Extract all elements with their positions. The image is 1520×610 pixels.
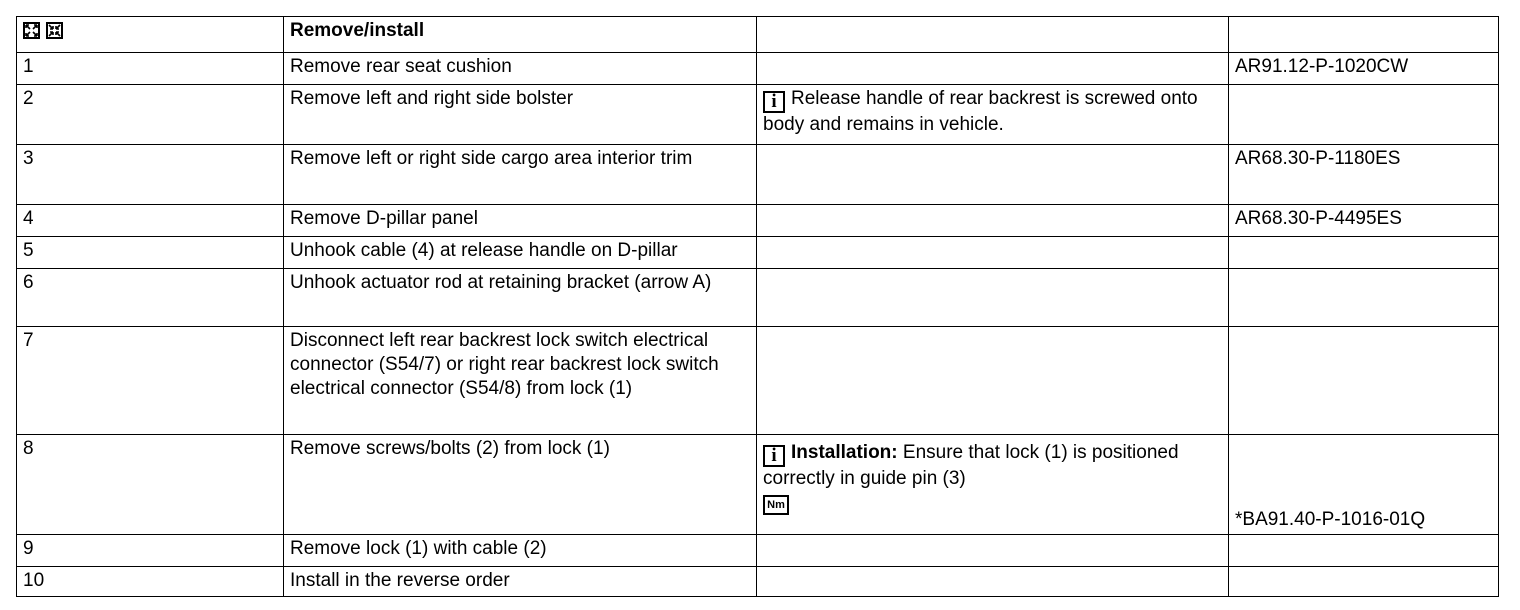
step-note [757, 237, 1229, 269]
step-number: 7 [17, 327, 284, 435]
step-reference [1229, 237, 1499, 269]
table-row [17, 269, 1499, 327]
step-reference [1229, 327, 1499, 435]
step-reference[interactable]: AR68.30-P-4495ES [1229, 205, 1499, 237]
table-row [17, 205, 1499, 237]
step-reference[interactable]: *BA91.40-P-1016-01Q [1229, 435, 1499, 535]
step-reference [1229, 269, 1499, 327]
header-icons-cell [17, 17, 284, 53]
step-note [757, 535, 1229, 567]
step-reference [1229, 567, 1499, 597]
note-text: Release handle of rear backrest is screwed onto body and remains in vehicle. [763, 88, 1198, 135]
note-text: Ensure that lock (1) is positioned correctly in guide pin (3) [763, 442, 1179, 489]
step-note [757, 85, 1229, 145]
step-note [757, 327, 1229, 435]
step-note [757, 435, 1229, 535]
table-row [17, 535, 1499, 567]
step-action: Remove left or right side cargo area interior trim [284, 145, 757, 205]
table-row [17, 237, 1499, 269]
table-row [17, 567, 1499, 597]
info-icon: i [763, 445, 785, 467]
step-note [757, 53, 1229, 85]
table-row [17, 85, 1499, 145]
step-number: 5 [17, 237, 284, 269]
info-icon: i [763, 91, 785, 113]
step-action: Install in the reverse order [284, 567, 757, 597]
table-header-row [17, 17, 1499, 53]
header-empty-note [757, 17, 1229, 53]
step-reference [1229, 85, 1499, 145]
step-number: 1 [17, 53, 284, 85]
step-action: Unhook cable (4) at release handle on D-pillar [284, 237, 757, 269]
step-reference [1229, 535, 1499, 567]
step-reference[interactable]: AR68.30-P-1180ES [1229, 145, 1499, 205]
step-note [757, 145, 1229, 205]
torque-icon[interactable]: Nm [763, 495, 789, 515]
header-title: Remove/install [284, 17, 757, 53]
step-number: 8 [17, 435, 284, 535]
note-label: Installation: [791, 442, 898, 463]
step-action: Remove screws/bolts (2) from lock (1) [284, 435, 757, 535]
step-number: 4 [17, 205, 284, 237]
step-note [757, 269, 1229, 327]
step-reference[interactable]: AR91.12-P-1020CW [1229, 53, 1499, 85]
table-row [17, 53, 1499, 85]
step-note [757, 567, 1229, 597]
step-number: 3 [17, 145, 284, 205]
step-action: Disconnect left rear backrest lock switch electrical connector (S54/7) or right rear backrest lock switch electrical connector (S54/8) from lock (1) [284, 327, 757, 435]
procedure-table [16, 16, 1499, 597]
step-action: Remove lock (1) with cable (2) [284, 535, 757, 567]
step-number: 10 [17, 567, 284, 597]
step-number: 6 [17, 269, 284, 327]
table-row [17, 145, 1499, 205]
step-number: 9 [17, 535, 284, 567]
step-number: 2 [17, 85, 284, 145]
step-action: Remove D-pillar panel [284, 205, 757, 237]
table-row [17, 435, 1499, 535]
step-action: Unhook actuator rod at retaining bracket (arrow A) [284, 269, 757, 327]
expand-all-icon[interactable] [23, 22, 40, 39]
table-row [17, 327, 1499, 435]
step-action: Remove rear seat cushion [284, 53, 757, 85]
step-note [757, 205, 1229, 237]
step-action: Remove left and right side bolster [284, 85, 757, 145]
collapse-all-icon[interactable] [46, 22, 63, 39]
header-empty-ref [1229, 17, 1499, 53]
